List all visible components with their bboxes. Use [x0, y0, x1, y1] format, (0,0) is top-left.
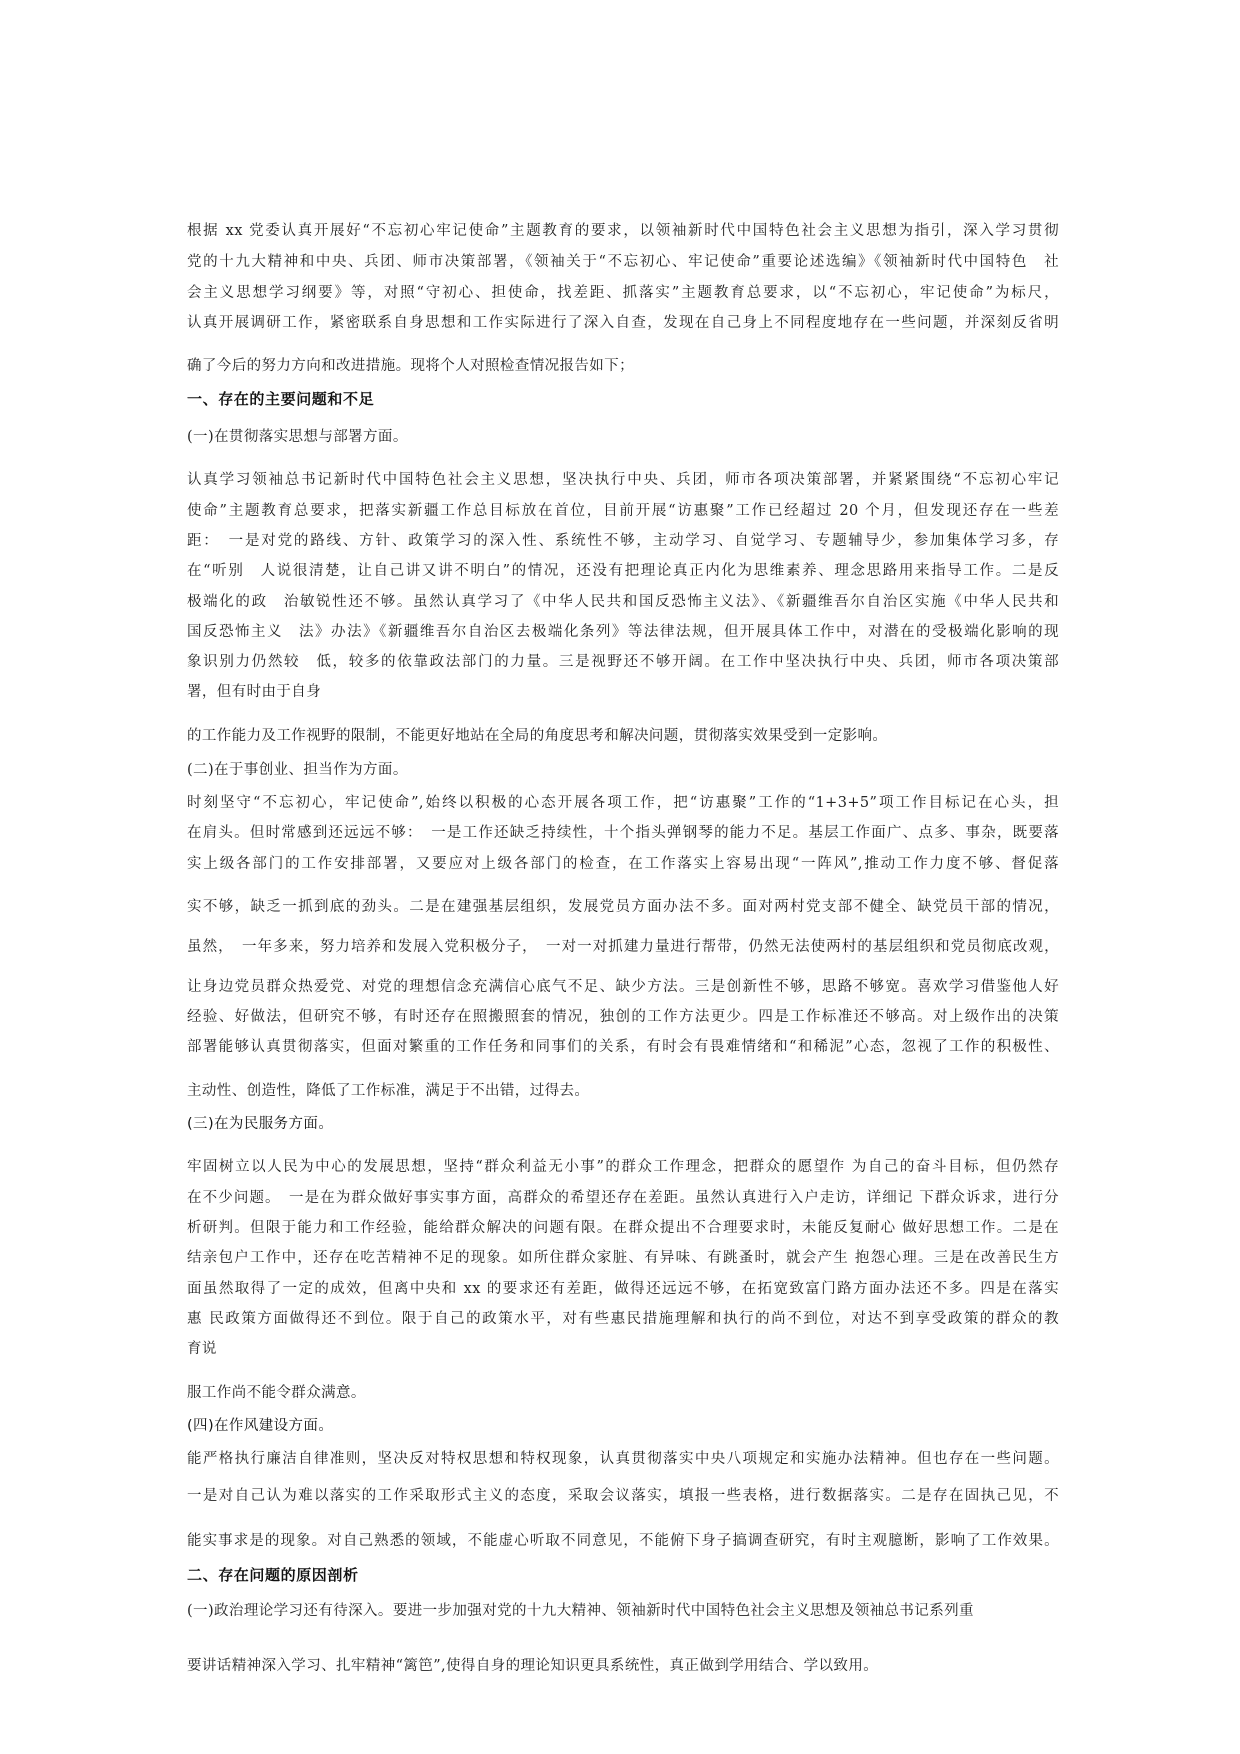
body-text-line: (一)政治理论学习还有待深入。要进一步加强对党的十九大精神、领袖新时代中国特色社会主义思想及领袖总书记系列重 — [187, 1603, 974, 1619]
body-text-line: 象识别力仍然较 低，较多的依靠政法部门的力量。三是视野还不够开阔。在工作中坚决执行中央、兵团，师市各项决策部 — [187, 654, 1059, 670]
subsection-heading: (三)在为民服务方面。 — [187, 1116, 334, 1132]
body-text-line: 国反恐怖主义 法》办法》《新疆维吾尔自治区去极端化条列》等法律法规，但开展具体工作中，对潜在的受极端化影响的现 — [187, 624, 1059, 640]
body-text-line: 认真学习领袖总书记新时代中国特色社会主义思想，坚决执行中央、兵团，师市各项决策部署，并紧紧围绕“不忘初心牢记 — [187, 472, 1059, 488]
body-text-line: 面虽然取得了一定的成效，但离中央和 xx 的要求还有差距，做得还远远不够，在拓宽致富门路方面办法还不多。四是在落实 — [187, 1281, 1059, 1297]
body-text-line: 让身边党员群众热爱党、对党的理想信念充满信心底气不足、缺少方法。三是创新性不够，思路不够宽。喜欢学习借鉴他人好 — [187, 979, 1059, 995]
body-text-line: 在肩头。但时常感到还远远不够： 一是工作还缺乏持续性，十个指头弹钢琴的能力不足。基层工作面广、点多、事杂，既要落 — [187, 825, 1059, 841]
body-text-line: 会主义思想学习纲要》等，对照“守初心、担使命，找差距、抓落实”主题教育总要求，以“不忘初心，牢记使命”为标尺， — [187, 285, 1059, 301]
body-text-line: 部署能够认真贯彻落实，但面对繁重的工作任务和同事们的关系，有时会有畏难情绪和“和稀泥”心态，忽视了工作的积极性、 — [187, 1039, 1059, 1055]
body-text-line: 确了今后的努力方向和改进措施。现将个人对照检查情况报告如下； — [187, 358, 634, 374]
body-text-line: 署，但有时由于自身 — [187, 684, 322, 700]
body-text-line: 经验、好做法，但研究不够，有时还存在照搬照套的情况，独创的工作方法更少。四是工作标准还不够高。对上级作出的决策 — [187, 1009, 1059, 1025]
body-text-line: 要讲话精神深入学习、扎牢精神“篱笆”,使得自身的理论知识更具系统性，真正做到学用结合、学以致用。 — [187, 1658, 879, 1674]
body-text-line: 根据 xx 党委认真开展好“不忘初心牢记使命”主题教育的要求，以领袖新时代中国特色社会主义思想为指引，深入学习贯彻 — [187, 223, 1059, 239]
body-text-line: (二)在于事创业、担当作为方面。 — [187, 762, 408, 778]
section-heading: 二、存在问题的原因剖析 — [187, 1566, 359, 1584]
body-text-line: 一是对自己认为难以落实的工作采取形式主义的态度，采取会议落实，填报一些表格，进行数据落实。二是存在固执己见，不 — [187, 1488, 1059, 1504]
body-text-line: 实不够，缺乏一抓到底的劲头。二是在建强基层组织，发展党员方面办法不多。面对两村党支部不健全、缺党员干部的情况， — [187, 899, 1059, 915]
body-text-line: 在“听别 人说很清楚，让自己讲又讲不明白”的情况，还没有把理论真正内化为思维素养、理念思路用来指导工作。二是反 — [187, 563, 1059, 579]
body-text-line: 认真开展调研工作，紧密联系自身思想和工作实际进行了深入自查，发现在自己身上不同程度地存在一些问题，并深刻反省明 — [187, 315, 1059, 331]
body-text-line: 的工作能力及工作视野的限制，不能更好地站在全局的角度思考和解决问题，贯彻落实效果受到一定影响。 — [187, 728, 888, 744]
section-heading: 一、存在的主要问题和不足 — [187, 390, 375, 408]
body-text-line: 在不少问题。 一是在为群众做好事实事方面，高群众的希望还存在差距。虽然认真进行入户走访，详细记 下群众诉求，进行分 — [187, 1190, 1059, 1206]
body-text-line: 育说 — [187, 1341, 217, 1357]
body-text-line: 能实事求是的现象。对自己熟悉的领域，不能虚心听取不同意见，不能俯下身子搞调查研究，有时主观臆断，影响了工作效果。 — [187, 1533, 1059, 1549]
subsection-heading: (四)在作风建设方面。 — [187, 1418, 334, 1434]
body-text-line: 结亲包户工作中，还存在吃苦精神不足的现象。如所住群众家脏、有异味、有跳蚤时，就会产生 抱怨心理。三是在改善民生方 — [187, 1250, 1059, 1266]
body-text-line: 主动性、创造性，降低了工作标准，满足于不出错，过得去。 — [187, 1083, 590, 1099]
body-text-line: 使命”主题教育总要求，把落实新疆工作总目标放在首位，目前开展“访惠聚”工作已经超过 20 个月，但发现还存在一些差 — [187, 503, 1059, 519]
body-text-line: (一)在贯彻落实思想与部署方面。 — [187, 429, 408, 445]
body-text-line: 时刻坚守“不忘初心，牢记使命”,始终以积极的心态开展各项工作，把“访惠聚”工作的“1+3+5”项工作目标记在心头，担 — [187, 795, 1059, 811]
body-text-line: 能严格执行廉洁自律准则，坚决反对特权思想和特权现象，认真贯彻落实中央八项规定和实施办法精神。但也存在一些问题。 — [187, 1451, 1059, 1467]
body-text-line: 惠 民政策方面做得还不到位。限于自己的政策水平，对有些惠民措施理解和执行的尚不到位，对达不到享受政策的群众的教 — [187, 1311, 1059, 1327]
body-text-line: 服工作尚不能令群众满意。 — [187, 1385, 366, 1401]
body-text-line: 党的十九大精神和中央、兵团、师市决策部署，《领袖关于“不忘初心、牢记使命”重要论述选编》《领袖新时代中国特色 社 — [187, 254, 1059, 270]
body-text-line: 实上级各部门的工作安排部署，又要应对上级各部门的检查，在工作落实上容易出现“一阵风”,推动工作力度不够、督促落 — [187, 856, 1059, 872]
body-text-line: 析研判。但限于能力和工作经验，能给群众解决的问题有限。在群众提出不合理要求时，未能反复耐心 做好思想工作。二是在 — [187, 1220, 1059, 1236]
body-text-line: 虽然， 一年多来，努力培养和发展入党积极分子， 一对一对抓建力量进行帮带，仍然无法使两村的基层组织和党员彻底改观， — [187, 939, 1059, 955]
body-text-line: 极端化的政 治敏锐性还不够。虽然认真学习了《中华人民共和国反恐怖主义法》、《新疆维吾尔自治区实施《中华人民共和 — [187, 594, 1059, 610]
body-text-line: 距： 一是对党的路线、方针、政策学习的深入性、系统性不够，主动学习、自觉学习、专题辅导少，参加集体学习多，存 — [187, 533, 1059, 549]
body-text-line: 牢固树立以人民为中心的发展思想，坚持“群众利益无小事”的群众工作理念，把群众的愿望作 为自己的奋斗目标，但仍然存 — [187, 1159, 1059, 1175]
